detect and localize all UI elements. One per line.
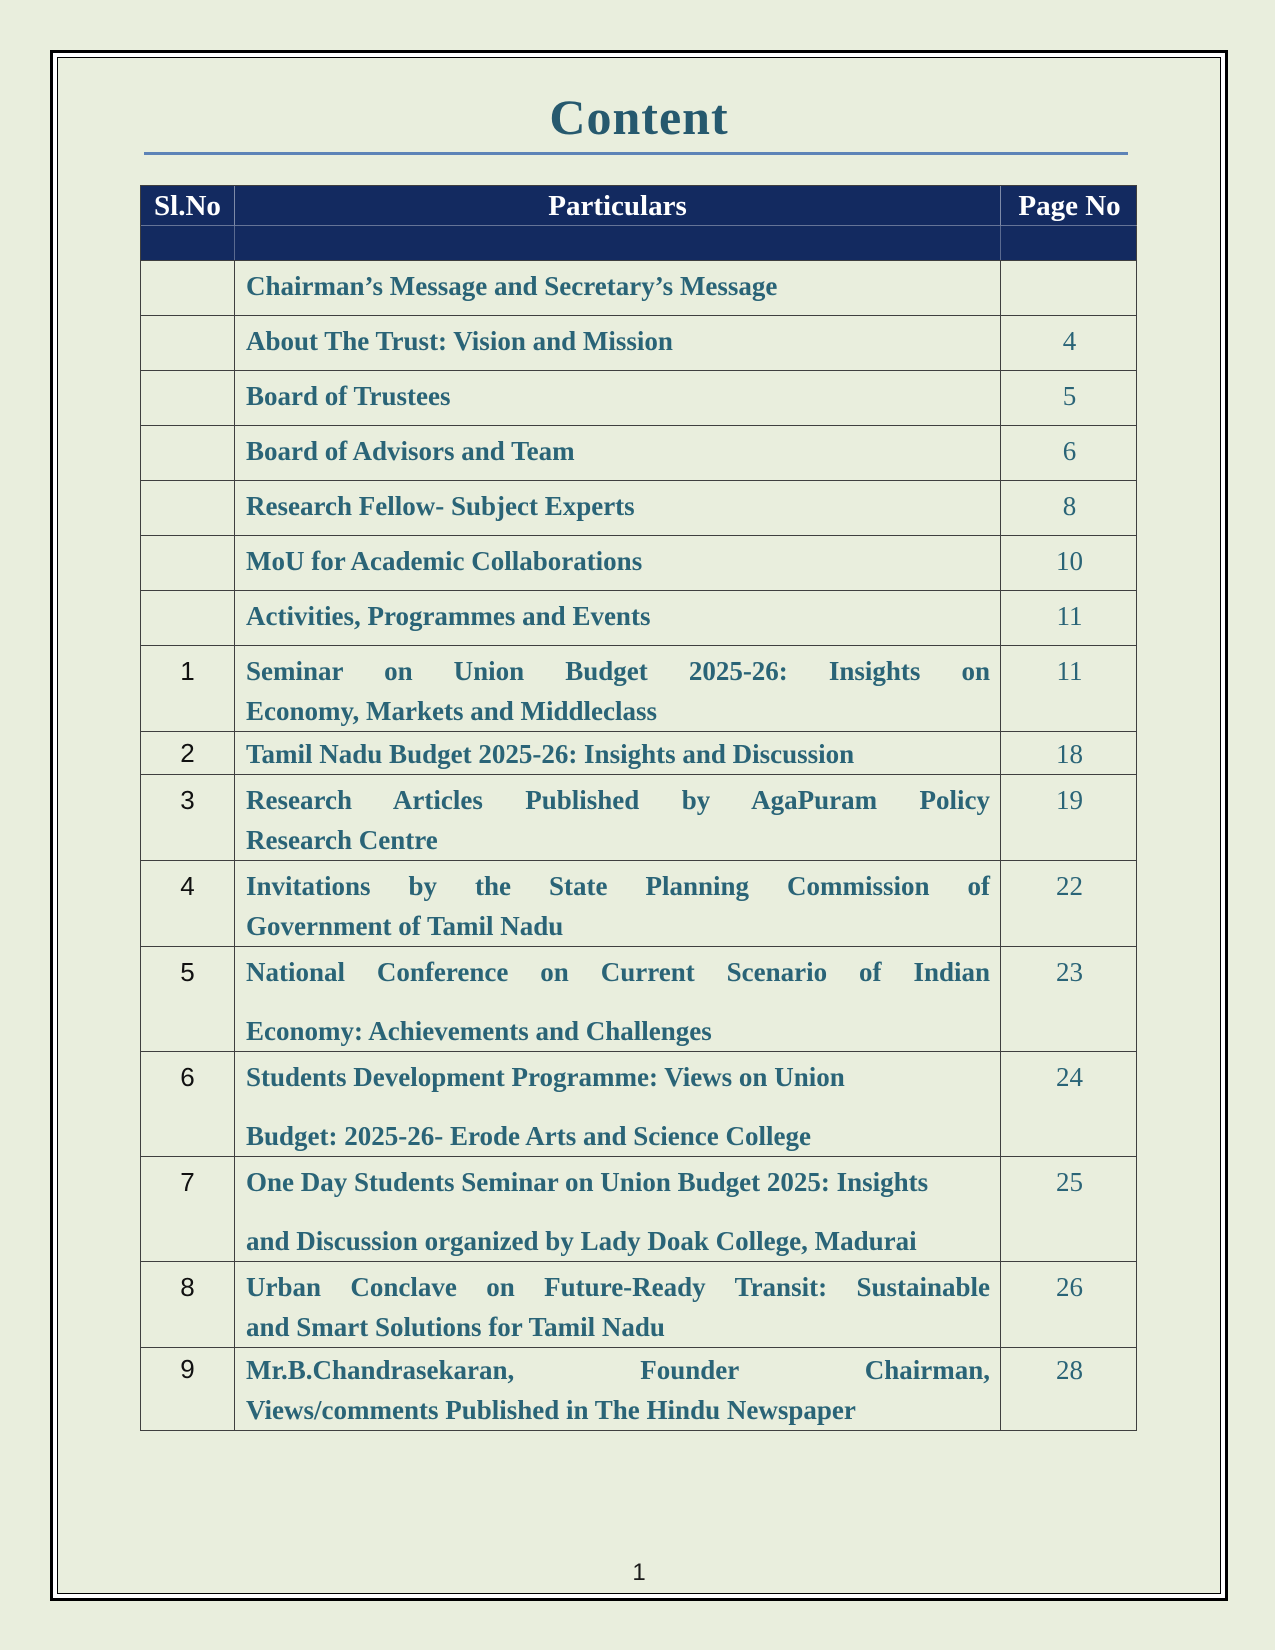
particulars-cell (235, 861, 1001, 946)
header-particulars: Particulars (235, 186, 1001, 226)
table-row (141, 1051, 1136, 1156)
title-underline-rule (144, 152, 1128, 155)
table-row (141, 731, 1136, 774)
particulars-line: MoU for Academic Collaborations (246, 546, 643, 576)
table-row (141, 535, 1136, 590)
table-row (141, 946, 1136, 1051)
pageno-cell: 18 (1056, 739, 1083, 769)
slno-cell (141, 426, 235, 480)
particulars-line: Activities, Programmes and Events (246, 601, 651, 631)
particulars-line: One Day Students Seminar on Union Budget 2025: Insights (246, 1167, 929, 1197)
slno-cell: 2 (141, 732, 235, 774)
table-row (141, 860, 1136, 946)
particulars-line: Seminar on Union Budget 2025-26: Insights on (246, 656, 990, 686)
pageno-cell: 26 (1056, 1272, 1083, 1302)
slno-cell (141, 371, 235, 425)
particulars-line: Chairman’s Message and Secretary’s Message (246, 271, 778, 301)
pageno-cell: 28 (1056, 1355, 1083, 1385)
pageno-cell: 10 (1056, 546, 1083, 576)
pageno-cell: 22 (1056, 871, 1083, 901)
pageno-cell: 25 (1056, 1167, 1083, 1197)
slno-cell: 5 (141, 947, 235, 1051)
particulars-cell (235, 1052, 1001, 1156)
slno-cell: 4 (141, 861, 235, 946)
particulars-line: Research Articles Published by AgaPuram Policy (246, 785, 990, 815)
table-header-empty-row (141, 226, 1136, 260)
page-border-outer (50, 50, 1228, 1601)
particulars-line: and Discussion organized by Lady Doak College, Madurai (246, 1226, 917, 1256)
pageno-cell: 24 (1056, 1062, 1083, 1092)
pageno-cell (1001, 261, 1138, 315)
header-empty-cell (141, 226, 235, 260)
table-row (141, 1156, 1136, 1261)
footer-page-number: 1 (632, 1559, 646, 1586)
particulars-line: Research Centre (246, 825, 438, 855)
pageno-cell: 4 (1062, 326, 1077, 356)
particulars-cell (235, 1157, 1001, 1261)
particulars-line: Economy: Achievements and Challenges (246, 1016, 712, 1046)
particulars-line: Tamil Nadu Budget 2025-26: Insights and Discussion (246, 739, 855, 769)
particulars-line: Students Development Programme: Views on Union (246, 1062, 845, 1092)
page-border-inner (57, 57, 1221, 1594)
table-row (141, 1347, 1136, 1430)
table-row (141, 425, 1136, 480)
particulars-line: Economy, Markets and Middleclass (246, 696, 658, 726)
table-row (141, 1261, 1136, 1347)
table-row (141, 590, 1136, 645)
pageno-cell: 5 (1062, 381, 1077, 411)
particulars-cell (235, 646, 1001, 731)
pageno-cell: 11 (1056, 656, 1083, 686)
pageno-cell: 6 (1062, 436, 1077, 466)
particulars-line: Research Fellow- Subject Experts (246, 491, 635, 521)
pageno-cell: 11 (1056, 601, 1083, 631)
slno-cell (141, 591, 235, 645)
particulars-line: Board of Advisors and Team (246, 436, 575, 466)
particulars-line: Board of Trustees (246, 381, 451, 411)
particulars-line: Mr.B.Chandrasekaran, Founder Chairman, (246, 1355, 990, 1385)
table-row (141, 370, 1136, 425)
table-body (141, 260, 1136, 1430)
header-empty-cell (235, 226, 1001, 260)
slno-cell: 6 (141, 1052, 235, 1156)
slno-cell: 9 (141, 1348, 235, 1430)
table-header-row (141, 186, 1136, 226)
table-row (141, 315, 1136, 370)
particulars-cell (235, 591, 1001, 645)
header-empty-cell (1001, 226, 1138, 260)
slno-cell (141, 481, 235, 535)
particulars-line: Government of Tamil Nadu (246, 911, 564, 941)
particulars-cell (235, 1348, 1001, 1430)
particulars-cell (235, 1262, 1001, 1347)
slno-cell (141, 316, 235, 370)
particulars-cell (235, 371, 1001, 425)
particulars-line: Invitations by the State Planning Commission of (246, 871, 990, 901)
header-pageno: Page No (1001, 186, 1138, 226)
table-row (141, 774, 1136, 860)
pageno-cell: 8 (1062, 491, 1077, 521)
particulars-cell (235, 261, 1001, 315)
particulars-cell (235, 536, 1001, 590)
particulars-line: Views/comments Published in The Hindu Newspaper (246, 1395, 856, 1425)
particulars-cell (235, 775, 1001, 860)
table-row (141, 260, 1136, 315)
table-row (141, 645, 1136, 731)
slno-cell: 1 (141, 646, 235, 731)
contents-table (140, 185, 1137, 1431)
pageno-cell: 19 (1056, 785, 1083, 815)
particulars-cell (235, 481, 1001, 535)
header-slno: Sl.No (141, 186, 235, 226)
slno-cell (141, 536, 235, 590)
particulars-line: National Conference on Current Scenario of Indian (246, 957, 990, 987)
particulars-cell (235, 426, 1001, 480)
particulars-line: About The Trust: Vision and Mission (246, 326, 673, 356)
slno-cell: 3 (141, 775, 235, 860)
particulars-line: and Smart Solutions for Tamil Nadu (246, 1312, 665, 1342)
particulars-line: Urban Conclave on Future-Ready Transit: Sustainable (246, 1272, 990, 1302)
particulars-cell (235, 316, 1001, 370)
slno-cell (141, 261, 235, 315)
particulars-line: Budget: 2025-26- Erode Arts and Science College (246, 1121, 811, 1151)
table-row (141, 480, 1136, 535)
particulars-cell (235, 732, 1001, 774)
slno-cell: 8 (141, 1262, 235, 1347)
pageno-cell: 23 (1056, 957, 1083, 987)
particulars-cell (235, 947, 1001, 1051)
slno-cell: 7 (141, 1157, 235, 1261)
page-title: Content (549, 89, 729, 145)
